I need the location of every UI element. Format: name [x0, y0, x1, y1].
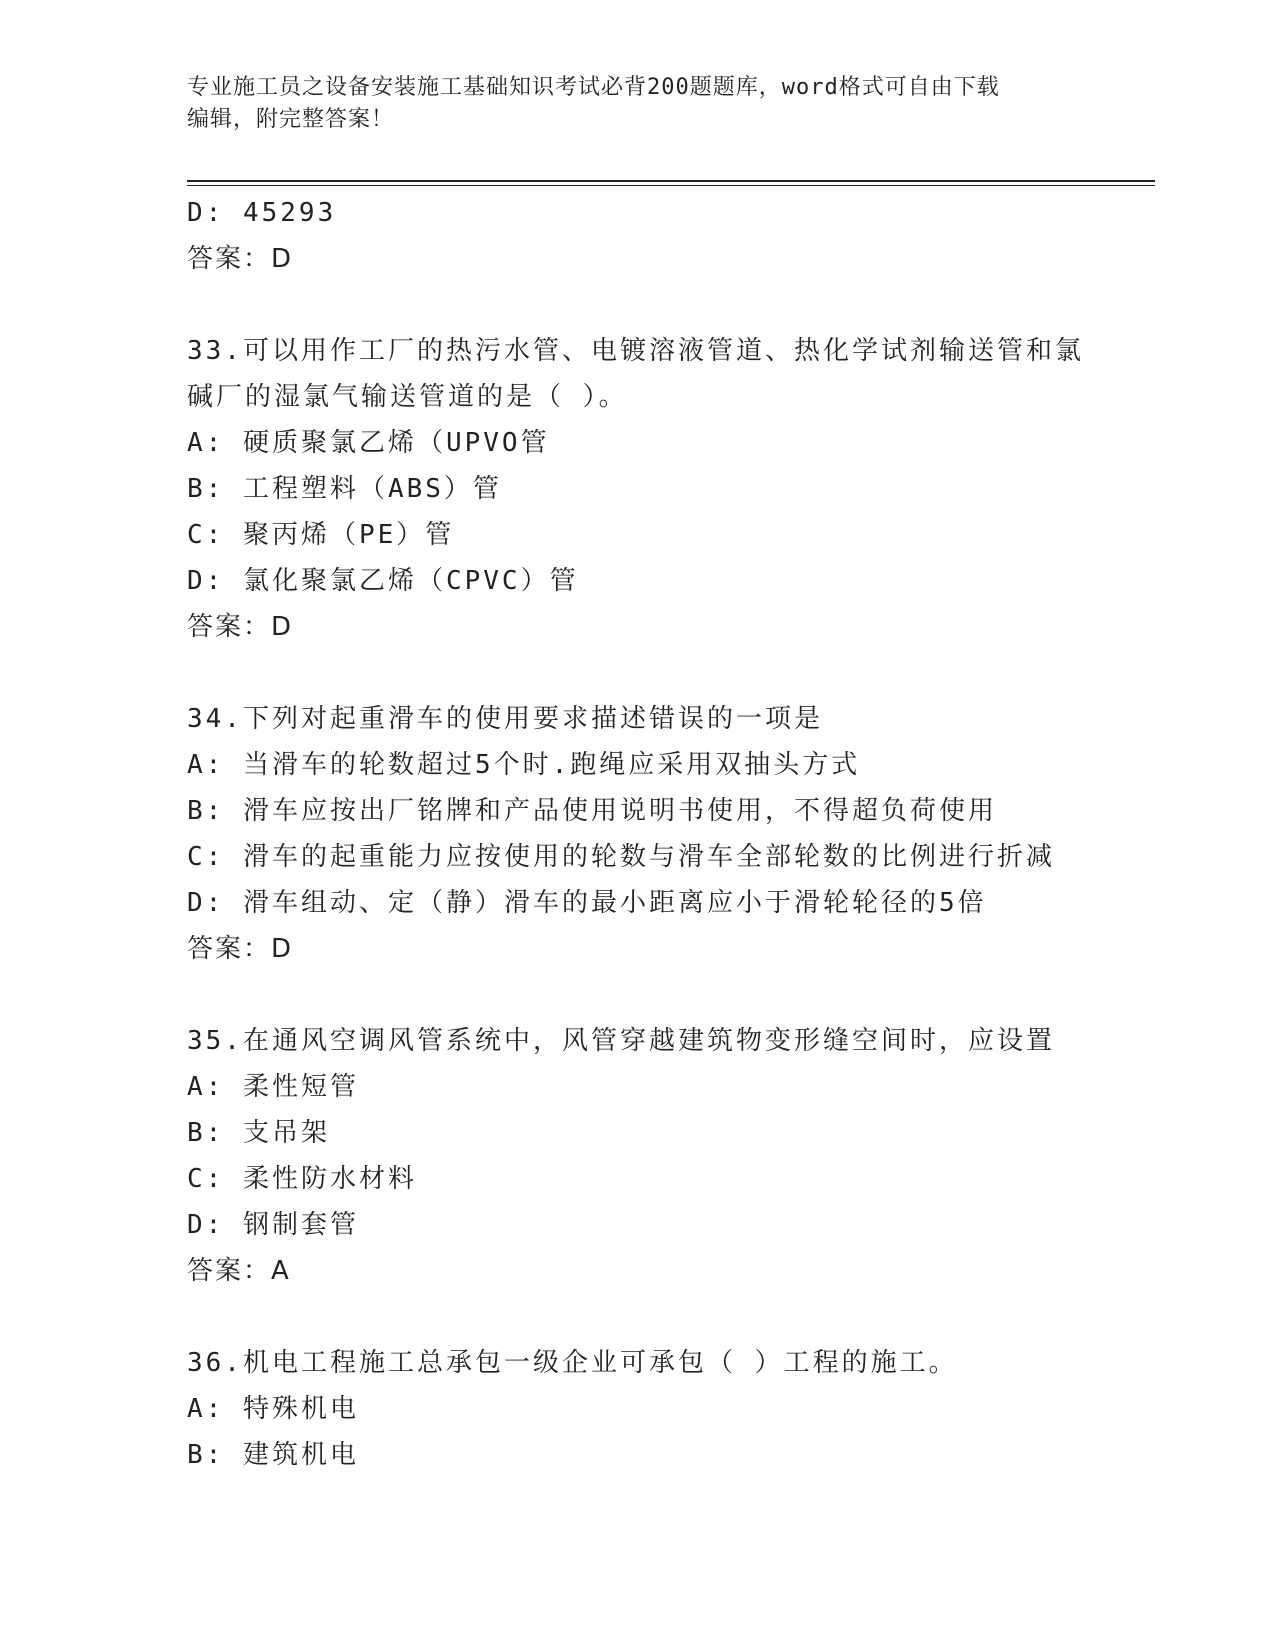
option-c: C: 柔性防水材料 — [187, 1164, 417, 1194]
option-a: A: 特殊机电 — [187, 1394, 359, 1424]
option-d: D: 滑车组动、定（静）滑车的最小距离应小于滑轮轮径的5倍 — [187, 888, 987, 918]
option-d: D: 钢制套管 — [187, 1210, 359, 1240]
option-d: D: 45293 — [187, 198, 337, 228]
page-header — [187, 72, 1087, 136]
option-b: B: 建筑机电 — [187, 1440, 359, 1470]
question-33 — [187, 328, 1147, 650]
option-b: B: 滑车应按出厂铭牌和产品使用说明书使用，不得超负荷使用 — [187, 796, 997, 826]
question-34 — [187, 696, 1147, 972]
header-rule-thick — [187, 180, 1155, 182]
answer-line: 答案：D — [187, 612, 294, 642]
question-stem: 34.下列对起重滑车的使用要求描述错误的一项是 — [187, 704, 823, 734]
answer-line: 答案：D — [187, 934, 294, 964]
question-stem: 36.机电工程施工总承包一级企业可承包（ ）工程的施工。 — [187, 1348, 958, 1378]
question-stem-continued: 碱厂的湿氯气输送管道的是（ ）。 — [187, 382, 628, 412]
question-stem: 35.在通风空调风管系统中，风管穿越建筑物变形缝空间时，应设置 — [187, 1026, 1055, 1056]
question-32-tail — [187, 190, 1147, 282]
option-b: B: 支吊架 — [187, 1118, 330, 1148]
answer-line: 答案：D — [187, 244, 294, 274]
option-c: C: 滑车的起重能力应按使用的轮数与滑车全部轮数的比例进行折减 — [187, 842, 1055, 872]
question-content — [187, 190, 1147, 1478]
header-line-2: 编辑，附完整答案！ — [187, 107, 395, 132]
option-a: A: 硬质聚氯乙烯（UPVO管 — [187, 428, 550, 458]
header-line-1: 专业施工员之设备安装施工基础知识考试必背200题题库，word格式可自由下载 — [187, 75, 1000, 100]
option-b: B: 工程塑料（ABS）管 — [187, 474, 502, 504]
option-c: C: 聚丙烯（PE）管 — [187, 520, 455, 550]
header-rule-thin — [187, 185, 1155, 186]
option-a: A: 柔性短管 — [187, 1072, 359, 1102]
question-36 — [187, 1340, 1147, 1478]
option-a: A: 当滑车的轮数超过5个时.跑绳应采用双抽头方式 — [187, 750, 861, 780]
question-35 — [187, 1018, 1147, 1294]
answer-line: 答案：A — [187, 1256, 291, 1286]
option-d: D: 氯化聚氯乙烯（CPVC）管 — [187, 566, 579, 596]
question-stem: 33.可以用作工厂的热污水管、电镀溶液管道、热化学试剂输送管和氯 — [187, 336, 1084, 366]
